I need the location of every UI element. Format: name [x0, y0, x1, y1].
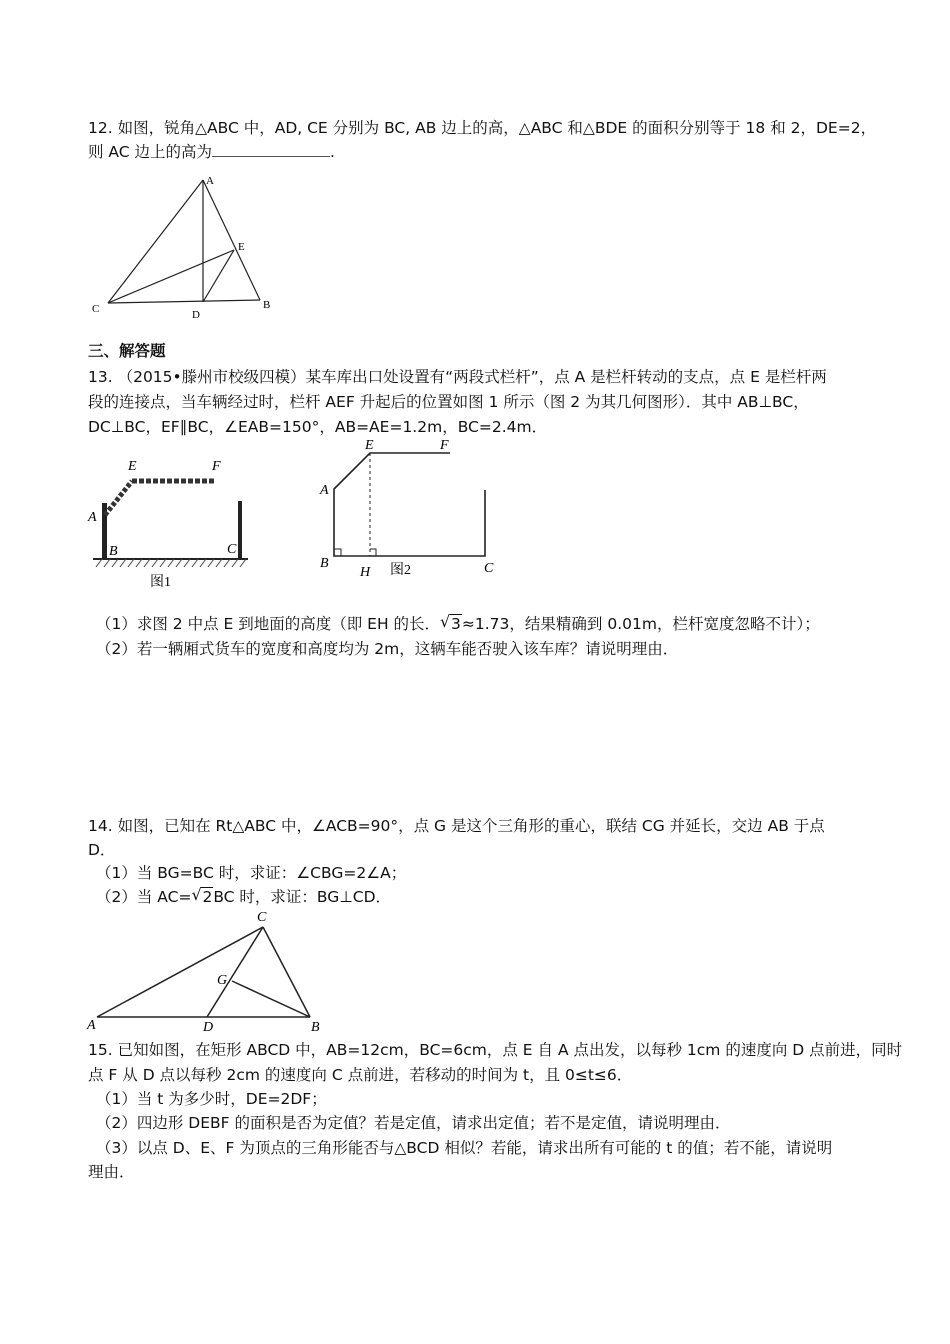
q15-part1: （1）当 t 为多少时，DE=2DF； [96, 1090, 327, 1108]
sqrt-symbol [440, 613, 462, 635]
fig2-label-b: B [320, 556, 329, 571]
q15-part3-line2: 理由． [88, 1163, 135, 1181]
q13-part1-rest: ≈1.73，结果精确到 0.01m，栏杆宽度忽略不计）； [461, 615, 820, 633]
side-ac [108, 180, 203, 303]
q12-line2-end: . [330, 143, 335, 161]
fig2-label-e: E [365, 438, 374, 453]
fig14-label-d: D [203, 1020, 214, 1035]
q14-part1: （1）当 BG=BC 时，求证：∠CBG=2∠A； [96, 864, 407, 882]
q13-part1 [96, 613, 820, 635]
label-c: C [92, 303, 100, 315]
q13-part1-text: （1）求图 2 中点 E 到地面的高度（即 EH 的长． [96, 615, 441, 633]
label-b: B [263, 299, 271, 311]
q13-figure1 [88, 455, 253, 590]
fig1-label-c: C [227, 542, 237, 557]
fig14-label-a: A [87, 1018, 96, 1033]
q14-part2-rest: BC 时，求证：BG⊥CD． [213, 888, 392, 906]
q14-line2: D． [88, 841, 116, 859]
q15-line2: 点 F 从 D 点以每秒 2cm 的速度向 C 点前进，若移动的时间为 t，且 0≤t≤6． [88, 1066, 633, 1084]
side-cb [108, 300, 260, 303]
fig14-label-g: G [217, 973, 228, 988]
side-ab [203, 180, 260, 300]
q12-line2 [88, 141, 335, 163]
fig14-label-c: C [257, 910, 267, 925]
q13-part2: （2）若一辆厢式货车的宽度和高度均为 2m，这辆车能否驶入该车库？请说明理由． [96, 640, 679, 658]
fig1-label-b: B [109, 544, 118, 559]
sqrt-radicand-2: 2 [202, 888, 213, 906]
q12-line2-text: 则 AC 边上的高为 [88, 143, 213, 161]
q14-figure [85, 905, 330, 1035]
q14-line1: 14. 如图，已知在 Rt△ABC 中，∠ACB=90°，点 G 是这个三角形的重心，联结 CG 并延长，交边 AB 于点 [88, 817, 825, 835]
q13-line3: DC⊥BC，EF∥BC，∠EAB=150°，AB=AE=1.2m，BC=2.4m． [88, 418, 548, 436]
q13-line1: 13. （2015•滕州市校级四模）某车库出口处设置有“两段式栏杆”，点 A 是栏杆转动的支点，点 E 是栏杆两 [88, 368, 827, 386]
fig1-label-a: A [88, 510, 97, 525]
fig1-caption: 图1 [150, 575, 171, 590]
q13-line2: 段的连接点，当车辆经过时，栏杆 AEF 升起后的位置如图 1 所示（图 2 为其几何图形）．其中 AB⊥BC， [88, 393, 809, 411]
q14-part2-text: （2）当 AC= [96, 888, 192, 906]
fig2-label-a: A [320, 483, 329, 498]
fig2-label-f: F [440, 438, 449, 453]
q12-line1: 12. 如图，锐角△ABC 中，AD, CE 分别为 BC, AB 边上的高，△ABC 和△BDE 的面积分别等于 18 和 2，DE=2， [88, 119, 877, 137]
fig1-label-f: F [212, 459, 221, 474]
fig14-label-b: B [311, 1020, 320, 1035]
fig2-label-h: H [360, 565, 371, 580]
segment-de [203, 250, 234, 302]
answer-blank [212, 142, 330, 157]
label-e: E [238, 241, 245, 253]
q15-line1: 15. 已知如图，在矩形 ABCD 中，AB=12cm，BC=6cm，点 E 自 A 点出发，以每秒 1cm 的速度向 D 点前进，同时 [88, 1041, 903, 1059]
fig2-caption: 图2 [390, 563, 411, 578]
sqrt-radicand: 3 [451, 615, 461, 633]
fig1-label-e: E [128, 459, 137, 474]
label-a: A [206, 175, 214, 187]
fig2-label-c: C [484, 561, 494, 576]
q12-figure [88, 170, 278, 320]
q15-part2: （2）四边形 DEBF 的面积是否为定值？若是定值，请求出定值；若不是定值，请说明理由． [96, 1114, 731, 1132]
q15-part3-line1: （3）以点 D、E、F 为顶点的三角形能否与△BCD 相似？若能，请求出所有可能的 t 的值；若不能，请说明 [96, 1139, 833, 1157]
section-heading: 三、解答题 [88, 342, 166, 360]
q13-figure2 [318, 435, 503, 580]
label-d: D [192, 309, 200, 321]
altitude-ce [108, 250, 234, 303]
